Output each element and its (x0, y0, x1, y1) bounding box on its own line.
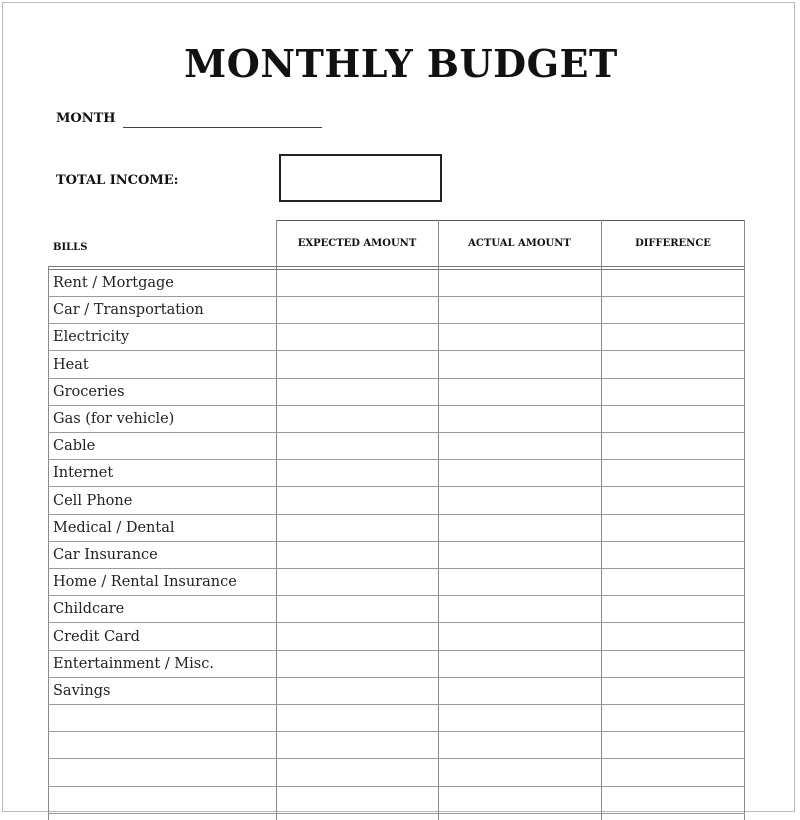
actual-amount-cell[interactable] (438, 352, 601, 378)
difference-cell[interactable] (601, 678, 744, 704)
expected-amount-cell[interactable] (276, 488, 438, 514)
header-rule (48, 266, 745, 267)
expected-amount-cell[interactable] (276, 460, 438, 486)
expected-amount-cell[interactable] (276, 569, 438, 595)
actual-amount-cell[interactable] (438, 542, 601, 568)
table-row (48, 352, 745, 379)
actual-amount-cell[interactable] (438, 732, 601, 758)
difference-cell[interactable] (601, 406, 744, 432)
page-title: MONTHLY BUDGET (184, 41, 618, 86)
actual-amount-cell[interactable] (438, 297, 601, 323)
bill-label: Heat (53, 356, 89, 373)
expected-amount-cell[interactable] (276, 760, 438, 786)
actual-amount-cell[interactable] (438, 379, 601, 405)
total-income-label: TOTAL INCOME: (56, 173, 179, 188)
expected-amount-cell[interactable] (276, 379, 438, 405)
month-label: MONTH (56, 111, 116, 126)
expected-amount-cell[interactable] (276, 270, 438, 296)
table-row (48, 624, 745, 651)
table-row (48, 596, 745, 623)
column-header-actual: ACTUAL AMOUNT (468, 237, 571, 249)
actual-amount-cell[interactable] (438, 596, 601, 622)
column-header-expected: EXPECTED AMOUNT (297, 237, 417, 249)
actual-amount-cell[interactable] (438, 324, 601, 350)
difference-cell[interactable] (601, 460, 744, 486)
expected-amount-cell[interactable] (276, 515, 438, 541)
difference-cell[interactable] (601, 379, 744, 405)
difference-cell[interactable] (601, 488, 744, 514)
difference-cell[interactable] (601, 760, 744, 786)
bill-label: Groceries (53, 383, 125, 400)
actual-amount-cell[interactable] (438, 705, 601, 731)
expected-amount-cell[interactable] (276, 651, 438, 677)
actual-amount-cell[interactable] (438, 624, 601, 650)
actual-amount-cell[interactable] (438, 433, 601, 459)
bill-label: Gas (for vehicle) (53, 411, 175, 427)
difference-cell[interactable] (601, 324, 744, 350)
difference-cell[interactable] (601, 270, 744, 296)
actual-amount-cell[interactable] (438, 678, 601, 704)
table-row (48, 488, 745, 515)
column-header-difference: DIFFERENCE (635, 237, 711, 249)
difference-cell[interactable] (601, 624, 744, 650)
actual-amount-cell[interactable] (438, 460, 601, 486)
table-row (48, 651, 745, 678)
bill-label: Cable (53, 438, 96, 455)
table-row (48, 542, 745, 569)
bill-label: Electricity (53, 329, 130, 346)
difference-cell[interactable] (601, 515, 744, 541)
actual-amount-cell[interactable] (438, 270, 601, 296)
table-row (48, 270, 745, 297)
expected-amount-cell[interactable] (276, 705, 438, 731)
table-row (48, 460, 745, 487)
table-row (48, 515, 745, 542)
bill-label: Rent / Mortgage (53, 275, 174, 291)
difference-cell[interactable] (601, 651, 744, 677)
expected-amount-cell[interactable] (276, 406, 438, 432)
bill-label: Internet (53, 465, 114, 482)
table-row (48, 379, 745, 406)
table-row (48, 705, 745, 732)
bill-label: Car / Transportation (53, 302, 204, 319)
table-row (48, 406, 745, 433)
column-header-bills: BILLS (53, 241, 88, 253)
difference-cell[interactable] (601, 569, 744, 595)
expected-amount-cell[interactable] (276, 596, 438, 622)
table-row (48, 678, 745, 705)
table-row (48, 760, 745, 787)
actual-amount-cell[interactable] (438, 569, 601, 595)
actual-amount-cell[interactable] (438, 406, 601, 432)
expected-amount-cell[interactable] (276, 732, 438, 758)
table-row (48, 732, 745, 759)
difference-cell[interactable] (601, 596, 744, 622)
difference-cell[interactable] (601, 352, 744, 378)
expected-amount-cell[interactable] (276, 433, 438, 459)
bill-label: Entertainment / Misc. (53, 655, 214, 672)
table-row (48, 787, 745, 814)
actual-amount-cell[interactable] (438, 760, 601, 786)
expected-amount-cell[interactable] (276, 324, 438, 350)
difference-cell[interactable] (601, 705, 744, 731)
difference-cell[interactable] (601, 433, 744, 459)
expected-amount-cell[interactable] (276, 624, 438, 650)
table-row (48, 324, 745, 351)
expected-amount-cell[interactable] (276, 542, 438, 568)
difference-cell[interactable] (601, 297, 744, 323)
table-row (48, 433, 745, 460)
difference-cell[interactable] (601, 732, 744, 758)
expected-amount-cell[interactable] (276, 678, 438, 704)
total-income-field[interactable] (279, 154, 442, 202)
expected-amount-cell[interactable] (276, 297, 438, 323)
bill-label: Childcare (53, 601, 125, 618)
actual-amount-cell[interactable] (438, 515, 601, 541)
bill-label: Car Insurance (53, 547, 158, 563)
month-field[interactable] (123, 127, 322, 128)
bill-label: Savings (53, 683, 111, 699)
bill-label: Credit Card (53, 628, 140, 645)
expected-amount-cell[interactable] (276, 352, 438, 378)
difference-cell[interactable] (601, 542, 744, 568)
bill-label: Medical / Dental (53, 519, 175, 536)
actual-amount-cell[interactable] (438, 488, 601, 514)
budget-table (48, 220, 745, 820)
table-row (48, 297, 745, 324)
bill-label: Home / Rental Insurance (53, 574, 237, 591)
bill-label: Cell Phone (53, 492, 133, 509)
table-row (48, 569, 745, 596)
actual-amount-cell[interactable] (438, 651, 601, 677)
